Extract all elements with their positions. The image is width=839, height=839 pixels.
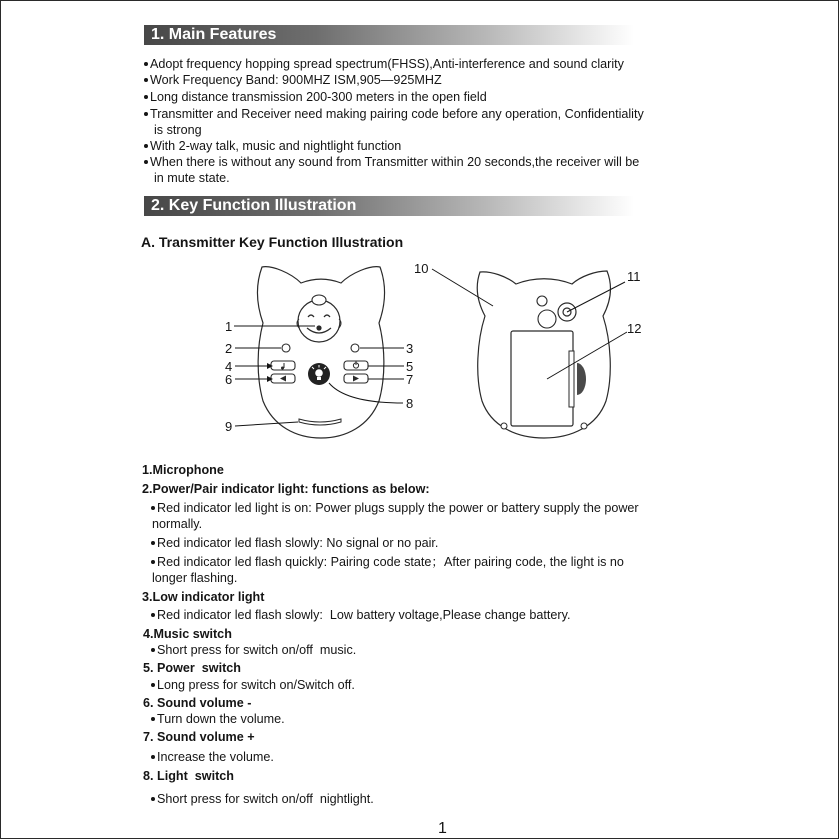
function-heading: 5. Power switch xyxy=(143,661,241,675)
function-detail xyxy=(151,749,274,765)
function-heading: 6. Sound volume - xyxy=(143,696,252,710)
function-detail xyxy=(151,642,356,658)
transmitter-diagram xyxy=(1,1,839,839)
function-detail xyxy=(151,554,624,570)
page-number: 1 xyxy=(438,820,447,837)
light-switch-button xyxy=(308,363,330,385)
bullet-icon xyxy=(151,797,155,801)
function-detail-text: Red indicator led light is on: Power plugs supply the power or battery supply the power xyxy=(157,501,639,515)
function-detail-text: Red indicator led flash quickly: Pairing code state；After pairing code, the light is no xyxy=(157,555,624,569)
function-detail-text: Short press for switch on/off nightlight. xyxy=(157,792,374,806)
feature-text: Long distance transmission 200-300 meters in the open field xyxy=(150,90,487,104)
feature-text: When there is without any sound from Transmitter within 20 seconds,the receiver will be xyxy=(150,155,640,169)
volume-up-button xyxy=(344,374,368,383)
function-detail xyxy=(151,500,639,516)
function-detail-text: Increase the volume. xyxy=(157,750,274,764)
bullet-icon xyxy=(151,541,155,545)
section-header-key-function: 2. Key Function Illustration xyxy=(144,196,634,216)
function-heading: 7. Sound volume + xyxy=(143,730,255,744)
transmitter-subtitle: A. Transmitter Key Function Illustration xyxy=(141,234,404,250)
callout-label: 4 xyxy=(225,359,233,374)
function-heading: 8. Light switch xyxy=(143,769,234,783)
callout-label: 9 xyxy=(225,419,233,434)
function-detail xyxy=(151,791,374,807)
function-detail xyxy=(151,711,285,727)
function-detail-text: Long press for switch on/Switch off. xyxy=(157,678,355,692)
function-heading: 2.Power/Pair indicator light: functions as below: xyxy=(142,482,430,496)
callout-label: 7 xyxy=(406,372,414,387)
function-detail xyxy=(151,677,355,693)
callout-label: 2 xyxy=(225,341,233,356)
bullet-icon xyxy=(151,648,155,652)
low-battery-indicator-light xyxy=(351,344,359,352)
bullet-icon xyxy=(151,613,155,617)
bullet-icon xyxy=(151,560,155,564)
callout-label: 1 xyxy=(225,319,233,334)
bullet-icon xyxy=(151,506,155,510)
back-recess xyxy=(538,310,556,328)
callout-label: 10 xyxy=(414,261,429,276)
function-continuation: normally. xyxy=(152,517,203,531)
bullet-icon xyxy=(151,683,155,687)
feature-text: With 2-way talk, music and nightlight function xyxy=(150,139,402,153)
bullet-icon xyxy=(151,717,155,721)
feature-continuation: is strong xyxy=(154,123,202,137)
callout-label: 12 xyxy=(627,321,642,336)
function-detail xyxy=(151,535,438,551)
battery-cover xyxy=(511,331,573,426)
hanging-hole xyxy=(537,296,547,306)
callout-label: 8 xyxy=(406,396,414,411)
power-switch-button xyxy=(344,361,368,370)
callout-label: 11 xyxy=(627,269,641,284)
feature-text: Transmitter and Receiver need making pairing code before any operation, Confidentiality xyxy=(150,107,644,121)
function-detail-text: Red indicator led flash slowly: No signal or no pair. xyxy=(157,536,439,550)
transmitter-front-body xyxy=(258,267,385,438)
callout-label: 6 xyxy=(225,372,233,387)
music-switch-button xyxy=(271,361,295,370)
section-header-main-features: 1. Main Features xyxy=(144,25,634,45)
bullet-icon xyxy=(151,755,155,759)
function-heading: 3.Low indicator light xyxy=(142,590,265,604)
function-detail-text: Red indicator led flash slowly: Low battery voltage,Please change battery. xyxy=(157,608,571,622)
function-detail xyxy=(151,607,571,623)
feature-text: Adopt frequency hopping spread spectrum(FHSS),Anti-interference and sound clarity xyxy=(150,57,624,71)
volume-down-button xyxy=(271,374,295,383)
callout-label: 5 xyxy=(406,359,414,374)
screw-icon xyxy=(581,423,587,429)
function-detail-text: Turn down the volume. xyxy=(157,712,285,726)
function-continuation: longer flashing. xyxy=(152,571,238,585)
function-heading: 4.Music switch xyxy=(143,627,232,641)
function-detail-text: Short press for switch on/off music. xyxy=(157,643,357,657)
screw-icon xyxy=(501,423,507,429)
feature-text: Work Frequency Band: 900MHZ ISM,905—925MHZ xyxy=(150,73,442,87)
function-heading: 1.Microphone xyxy=(142,463,224,477)
feature-continuation: in mute state. xyxy=(154,171,230,185)
callout-label: 3 xyxy=(406,341,414,356)
battery-cover-slot xyxy=(569,351,574,407)
power-indicator-light xyxy=(282,344,290,352)
